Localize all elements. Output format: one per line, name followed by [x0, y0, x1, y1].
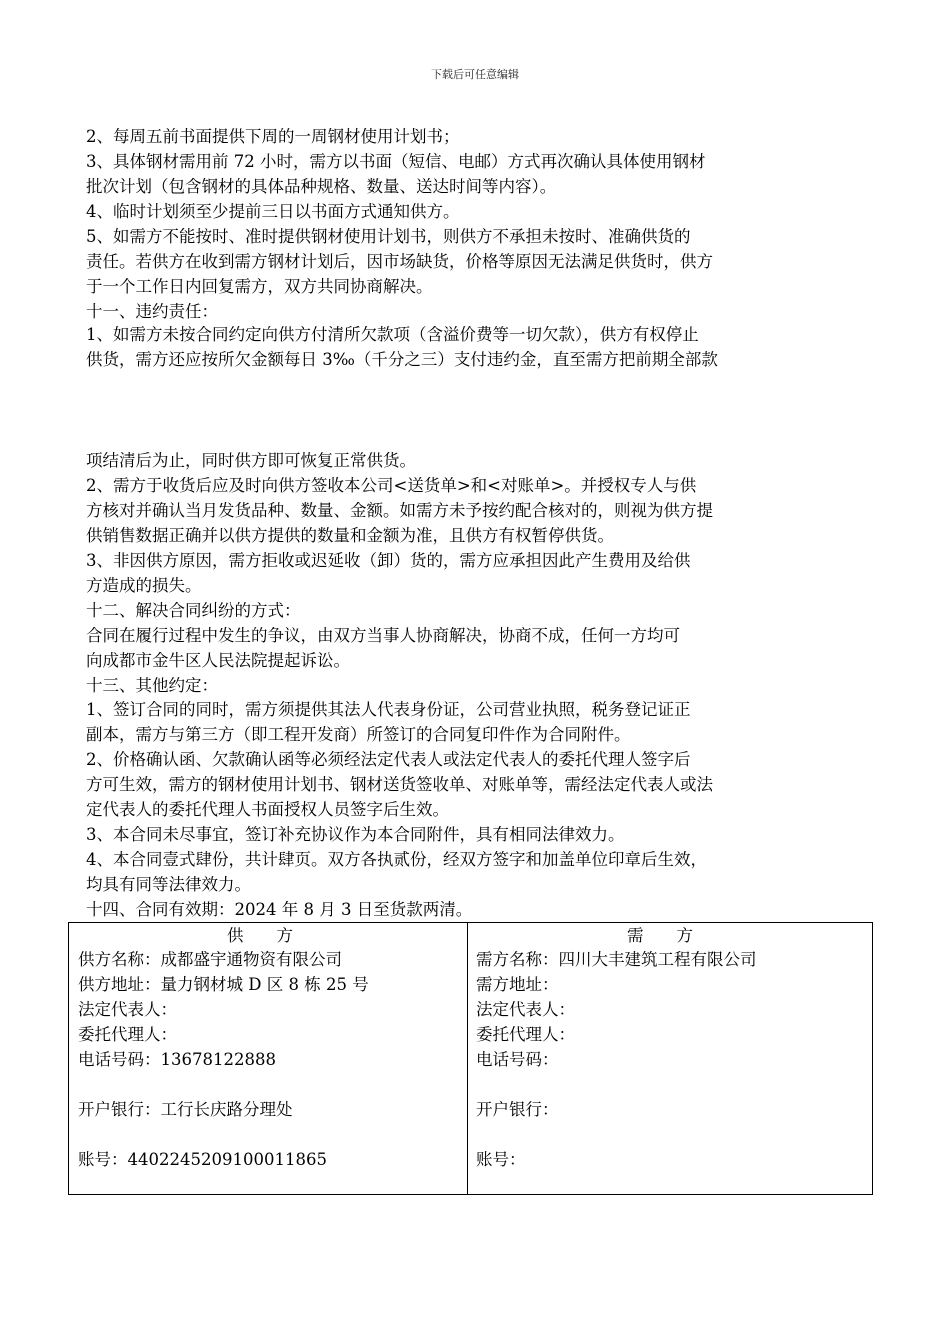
buyer-agent: 委托代理人： — [476, 1025, 575, 1044]
clause-11-item-1-cont2: 项结清后为止，同时供方即可恢复正常供货。 — [86, 451, 416, 470]
clause-13-item-3: 3、本合同未尽事宜，签订补充协议作为本合同附件，具有相同法律效力。 — [86, 825, 625, 844]
clause-10-item-4: 4、临时计划须至少提前三日以书面方式通知供方。 — [86, 202, 460, 221]
clause-13-item-1: 1、签订合同的同时，需方须提供其法人代表身份证，公司营业执照，税务登记证正 — [86, 700, 691, 719]
supplier-heading: 供 方 — [227, 926, 293, 945]
section-14-validity: 十四、合同有效期：2024 年 8 月 3 日至货款两清。 — [86, 900, 473, 919]
buyer-phone: 电话号码： — [476, 1050, 559, 1069]
section-12-heading: 十二、解决合同纠纷的方式： — [86, 601, 301, 620]
supplier-agent: 委托代理人： — [78, 1025, 177, 1044]
clause-13-item-4: 4、本合同壹式肆份，共计肆页。双方各执贰份，经双方签字和加盖单位印章后生效， — [86, 850, 707, 869]
clause-10-item-5: 5、如需方不能按时、准时提供钢材使用计划书，则供方不承担未按时、准确供货的 — [86, 227, 691, 246]
clause-10-item-3-cont: 批次计划（包含钢材的具体品种规格、数量、送达时间等内容）。 — [86, 177, 557, 196]
buyer-bank: 开户银行： — [476, 1100, 559, 1119]
clause-11-item-2-cont2: 供销售数据正确并以供方提供的数量和金额为准，且供方有权暂停供货。 — [86, 526, 614, 545]
supplier-bank: 开户银行：工行长庆路分理处 — [78, 1100, 293, 1119]
buyer-account: 账号： — [476, 1150, 526, 1169]
clause-10-item-5-cont: 责任。若供方在收到需方钢材计划后，因市场缺货，价格等原因无法满足供货时，供方 — [86, 252, 713, 271]
clause-11-item-3: 3、非因供方原因，需方拒收或迟延收（卸）货的，需方应承担因此产生费用及给供 — [86, 551, 691, 570]
clause-11-item-2: 2、需方于收货后应及时向供方签收本公司<送货单>和<对账单>。并授权专人与供 — [86, 476, 697, 495]
clause-13-item-1-cont: 副本，需方与第三方（即工程开发商）所签订的合同复印件作为合同附件。 — [86, 725, 631, 744]
clause-11-item-2-cont: 方核对并确认当月发货品种、数量、金额。如需方未予按约配合核对的，则视为供方提 — [86, 501, 713, 520]
clause-10-item-3: 3、具体钢材需用前 72 小时，需方以书面（短信、电邮）方式再次确认具体使用钢材 — [86, 152, 706, 171]
supplier-address: 供方地址：量力钢材城 D 区 8 栋 25 号 — [78, 975, 369, 994]
clause-12-text-cont: 向成都市金牛区人民法院提起诉讼。 — [86, 651, 350, 670]
clause-13-item-4-cont: 均具有同等法律效力。 — [86, 875, 251, 894]
clause-13-item-2-cont: 方可生效，需方的钢材使用计划书、钢材送货签收单、对账单等，需经法定代表人或法 — [86, 775, 713, 794]
supplier-phone: 电话号码：13678122888 — [78, 1050, 276, 1069]
supplier-legal-rep: 法定代表人： — [78, 1000, 177, 1019]
buyer-legal-rep: 法定代表人： — [476, 1000, 575, 1019]
clause-10-item-5-cont2: 于一个工作日内回复需方，双方共同协商解决。 — [86, 277, 433, 296]
supplier-name: 供方名称：成都盛宇通物资有限公司 — [78, 950, 342, 969]
column-divider — [467, 923, 468, 1194]
clause-13-item-2-cont2: 定代表人的委托代理人书面授权人员签字后生效。 — [86, 800, 449, 819]
clause-13-item-2: 2、价格确认函、欠款确认函等必须经法定代表人或法定代表人的委托代理人签字后 — [86, 750, 691, 769]
supplier-account: 账号：4402245209100011865 — [78, 1150, 327, 1169]
buyer-heading: 需 方 — [627, 926, 693, 945]
clause-12-text: 合同在履行过程中发生的争议，由双方当事人协商解决，协商不成，任何一方均可 — [86, 626, 680, 645]
clause-11-item-3-cont: 方造成的损失。 — [86, 576, 202, 595]
section-11-heading: 十一、违约责任： — [86, 302, 218, 321]
header-note: 下载后可任意编辑 — [431, 68, 519, 81]
clause-11-item-1-cont: 供货，需方还应按所欠金额每日 3‰（千分之三）支付违约金，直至需方把前期全部款 — [86, 350, 718, 369]
parties-signature-table — [68, 922, 873, 1195]
clause-10-item-2: 2、每周五前书面提供下周的一周钢材使用计划书； — [86, 127, 460, 146]
buyer-name: 需方名称：四川大丰建筑工程有限公司 — [476, 950, 757, 969]
buyer-address: 需方地址： — [476, 975, 559, 994]
section-13-heading: 十三、其他约定： — [86, 676, 218, 695]
clause-11-item-1: 1、如需方未按合同约定向供方付清所欠款项（含溢价费等一切欠款），供方有权停止 — [86, 325, 699, 344]
